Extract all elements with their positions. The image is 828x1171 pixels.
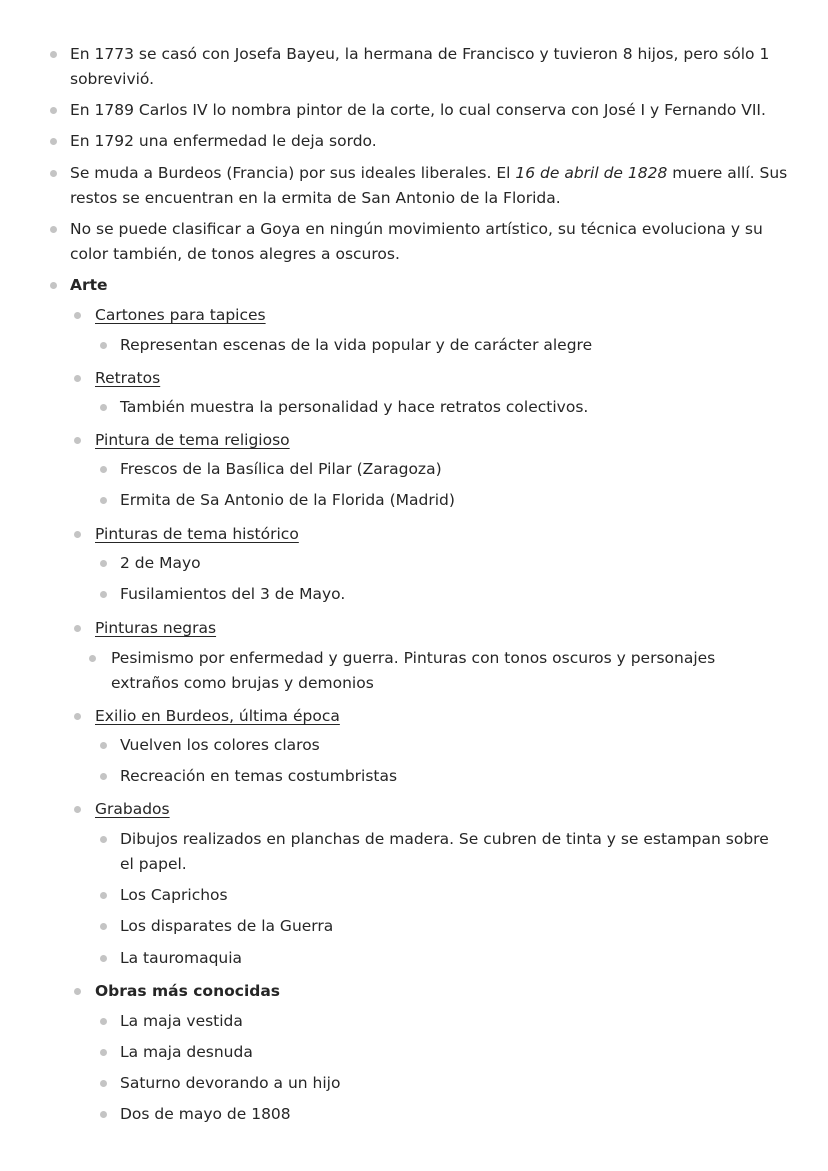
list-item — [120, 488, 770, 513]
subsection-heading — [95, 428, 785, 453]
list-item-text: Saturno devorando a un hijo — [120, 1074, 341, 1092]
bullet-icon — [50, 138, 57, 145]
bullet-icon — [74, 806, 81, 813]
bullet-icon — [50, 107, 57, 114]
list-item — [120, 1040, 770, 1065]
list-item — [70, 129, 790, 154]
list-item-text: En 1792 una enfermedad le deja sordo. — [70, 132, 377, 150]
bullet-icon — [50, 170, 57, 177]
list-item-text: La maja desnuda — [120, 1043, 253, 1061]
subsection-title: Obras más conocidas — [95, 982, 281, 1000]
list-item — [120, 883, 770, 908]
section-title: Arte — [70, 276, 108, 294]
bullet-icon — [100, 591, 107, 598]
list-item — [120, 827, 770, 877]
bullet-icon — [74, 988, 81, 995]
death-date: 16 de abril de 1828 — [515, 164, 668, 182]
subsection-title: Pinturas de tema histórico — [95, 525, 299, 543]
list-item-text: Los Caprichos — [120, 886, 228, 904]
text-segment: muere allí. Sus restos se encuentran en la ermita de San Antonio de la Florida. — [70, 164, 788, 207]
bullet-icon — [100, 892, 107, 899]
list-item-text: Fusilamientos del 3 de Mayo. — [120, 585, 346, 603]
list-item — [70, 217, 790, 267]
list-item-text: También muestra la personalidad y hace retratos colectivos. — [120, 398, 589, 416]
bullet-icon — [74, 531, 81, 538]
list-item-text: Dos de mayo de 1808 — [120, 1105, 291, 1123]
list-item-text: Representan escenas de la vida popular y de carácter alegre — [120, 336, 593, 354]
list-item-text: La tauromaquia — [120, 949, 243, 967]
bullet-icon — [100, 560, 107, 567]
bullet-icon — [100, 404, 107, 411]
bullet-icon — [100, 1080, 107, 1087]
text-segment: Se muda a Burdeos (Francia) por sus ideales liberales. El — [70, 164, 516, 182]
bullet-icon — [100, 1018, 107, 1025]
list-item — [120, 733, 770, 758]
subsection-title: Exilio en Burdeos, última época — [95, 707, 340, 725]
list-item — [70, 161, 790, 211]
bullet-icon — [74, 625, 81, 632]
list-item-text: La maja vestida — [120, 1012, 243, 1030]
subsection-title: Retratos — [95, 369, 161, 387]
list-item — [120, 914, 770, 939]
bullet-icon — [100, 742, 107, 749]
bullet-icon — [50, 282, 57, 289]
bullet-icon — [100, 955, 107, 962]
bullet-icon — [74, 437, 81, 444]
list-item-text: Ermita de Sa Antonio de la Florida (Madrid) — [120, 491, 455, 509]
subsection-heading — [95, 522, 785, 547]
list-item-text: Los disparates de la Guerra — [120, 917, 334, 935]
list-item — [120, 333, 770, 358]
list-item-text: Frescos de la Basílica del Pilar (Zaragoza) — [120, 460, 442, 478]
bullet-icon — [100, 773, 107, 780]
list-item-text: Recreación en temas costumbristas — [120, 767, 398, 785]
bullet-icon — [74, 312, 81, 319]
bullet-icon — [100, 923, 107, 930]
list-item — [120, 551, 770, 576]
subsection-title: Cartones para tapices — [95, 306, 266, 324]
list-item-text: Vuelven los colores claros — [120, 736, 320, 754]
subsection-title: Grabados — [95, 800, 170, 818]
bullet-icon — [74, 375, 81, 382]
list-item — [120, 457, 770, 482]
subsection-title: Pinturas negras — [95, 619, 217, 637]
list-item — [120, 1009, 770, 1034]
bullet-icon — [100, 836, 107, 843]
bullet-icon — [89, 655, 96, 662]
list-item — [120, 1102, 770, 1127]
list-item — [120, 764, 770, 789]
list-item-text: Pesimismo por enfermedad y guerra. Pinturas con tonos oscuros y personajes extraños como brujas y demonios — [111, 649, 716, 692]
section-heading-arte — [70, 273, 790, 298]
bullet-icon — [100, 497, 107, 504]
subsection-heading — [95, 704, 785, 729]
list-item-text: Dibujos realizados en planchas de madera. Se cubren de tinta y se estampan sobre el papel. — [120, 830, 769, 873]
bullet-icon — [100, 1049, 107, 1056]
bullet-icon — [100, 1111, 107, 1118]
list-item — [120, 395, 770, 420]
bullet-icon — [100, 342, 107, 349]
list-item-text: 2 de Mayo — [120, 554, 201, 572]
bullet-icon — [100, 466, 107, 473]
list-item-text: En 1789 Carlos IV lo nombra pintor de la corte, lo cual conserva con José I y Fernando VII. — [70, 101, 766, 119]
list-item — [120, 582, 770, 607]
subsection-title: Pintura de tema religioso — [95, 431, 290, 449]
list-item-text: En 1773 se casó con Josefa Bayeu, la hermana de Francisco y tuvieron 8 hijos, pero sólo 1 sobrevivió. — [70, 45, 770, 88]
bullet-icon — [50, 51, 57, 58]
list-item — [120, 946, 770, 971]
list-item — [70, 42, 790, 92]
list-item-text: No se puede clasificar a Goya en ningún movimiento artístico, su técnica evoluciona y su color también, de tonos alegres a oscuros. — [70, 220, 763, 263]
bullet-icon — [50, 226, 57, 233]
list-item — [111, 646, 761, 696]
subsection-heading — [95, 616, 785, 641]
list-item — [70, 98, 790, 123]
subsection-heading — [95, 797, 785, 822]
bullet-icon — [74, 713, 81, 720]
subsection-heading — [95, 366, 785, 391]
subsection-heading — [95, 979, 785, 1004]
list-item — [120, 1071, 770, 1096]
list-item-text — [70, 161, 790, 211]
subsection-heading — [95, 303, 785, 328]
